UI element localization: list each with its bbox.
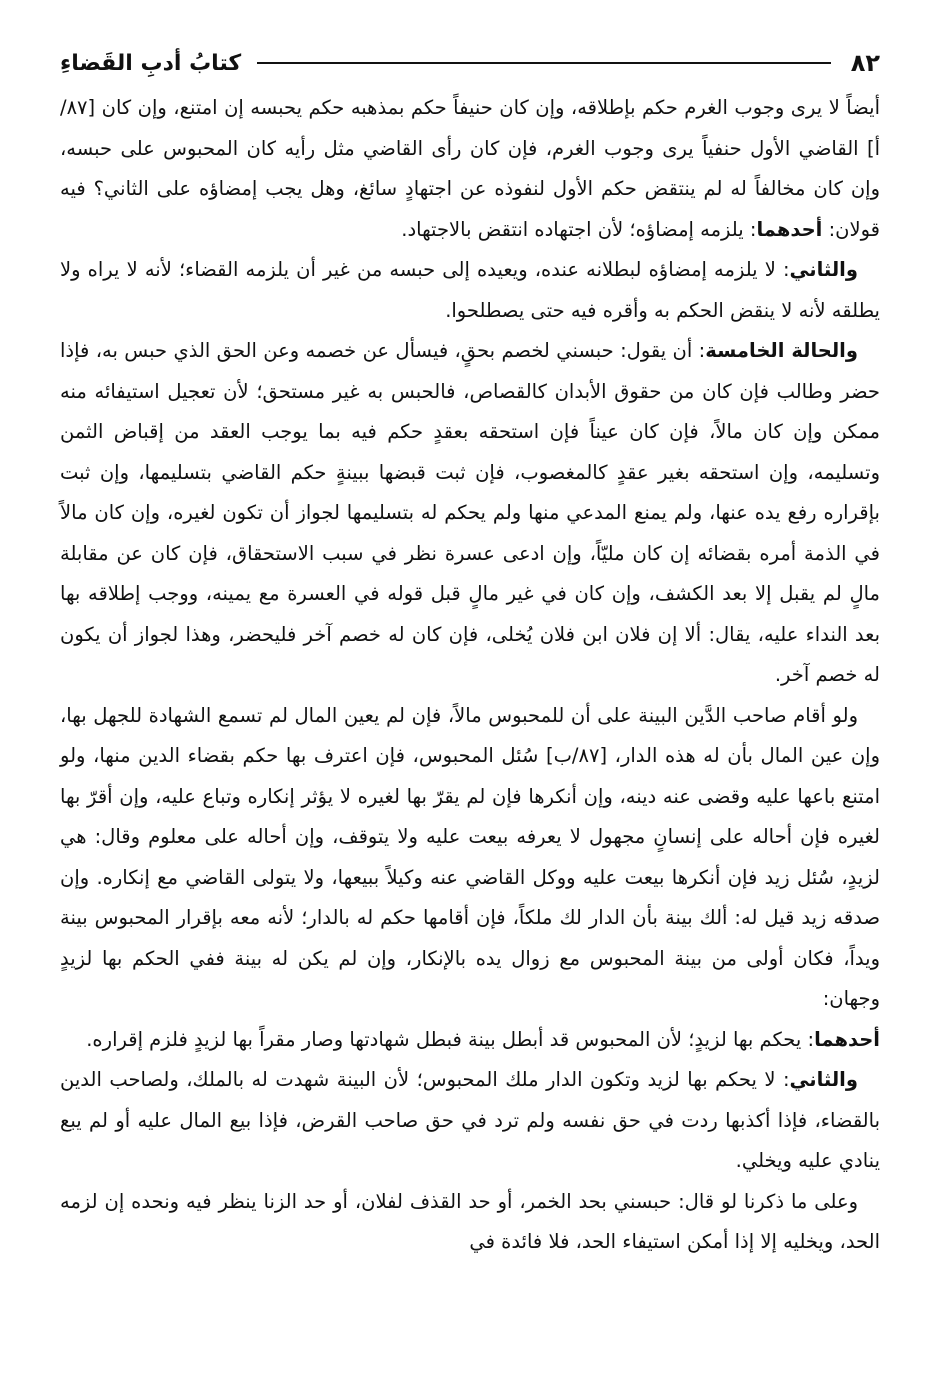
paragraph-lead: والحالة الخامسة	[705, 339, 858, 362]
paragraph-lead: والثاني	[789, 1068, 858, 1091]
body-text	[60, 88, 880, 1263]
paragraph-1	[60, 88, 880, 250]
running-header	[60, 38, 880, 88]
paragraph-7	[60, 1182, 880, 1263]
paragraph-2	[60, 250, 880, 331]
paragraph-text: أيضاً لا يرى وجوب الغرم حكم بإطلاقه، وإن كان حنيفاً حكم بمذهبه حكم يحبسه إن امتنع، وإن كان [٨٧/أ] القاضي الأول حنفياً يرى وجوب الغرم، فإن كان رأى القاضي مثل رأيه كان المحبوس على حبسه، وإن كان مخالفاً له لم ينتقض حكم الأول لنفوذه عن اجتهادٍ سائغ، وهل يجب إمضاؤه على الثاني؟ فيه قولان:	[60, 96, 880, 241]
paragraph-text: وعلى ما ذكرنا لو قال: حبسني بحد الخمر، أو حد القذف لفلان، أو حد الزنا ينظر فيه ونحده إن لزمه الحد، ويخليه إلا إذا أمكن استيفاء الحد، فلا فائدة في	[60, 1189, 880, 1253]
term-ahaduhuma: أحدهما	[756, 217, 823, 241]
paragraph-text-tail: : يلزمه إمضاؤه؛ لأن اجتهاده انتقض بالاجتهاد.	[401, 217, 757, 241]
paragraph-lead: والثاني	[789, 258, 858, 281]
book-title: كتابُ أدبِ القَضاءِ	[60, 50, 242, 76]
paragraph-text: ولو أقام صاحب الدَّين البينة على أن للمحبوس مالاً، فإن لم يعين المال لم تسمع الشهادة للجهل بها، وإن عين المال بأن له هذه الدار، [٨٧/ب] سُئل المحبوس، فإن اعترف بها حكم بقضاء الدين منها، ولو امتنع باعها عليه وقضى عنه دينه، وإن أنكرها فإن لم يقرّ بها لغيره لا يؤثر إنكاره وتباع عليه، وإن أقرّ بها لغيره فإن أحاله على إنسانٍ مجهول لا يعرفه بيعت عليه ولا يتوقف، وإن أحاله على معلوم وقال: هي لزيدٍ، سُئل زيد فإن أنكرها بيعت عليه ووكل القاضي عنه وكيلاً ببيعها، ولا يتولى القاضي مع إنكاره. وإن صدقه زيد قيل له: ألك بينة بأن الدار لك ملكاً، فإن أقامها حكم له بالدار؛ لأنه معه بإقرار المحبوس بينة ويداً، فكان أولى من بينة المحبوس مع زوال يده بالإنكار، وإن لم يكن له بينة ففي الحكم بها لزيدٍ وجهان:	[60, 703, 880, 1010]
header-rule	[257, 62, 830, 64]
page-number: ٨٢	[850, 49, 880, 77]
paragraph-5	[60, 1020, 880, 1061]
paragraph-text: : يحكم بها لزيدٍ؛ لأن المحبوس قد أبطل بينة فبطل شهادتها وصار مقراً بها لزيدٍ فلزم إقراره.	[86, 1027, 815, 1051]
paragraph-text: : لا يلزمه إمضاؤه لبطلانه عنده، ويعيده إلى حبسه من غير أن يلزمه القضاء؛ لأنه لا يراه ولا يطلقه لأنه لا ينقض الحكم به وأقره فيه حتى يصطلحوا.	[60, 258, 880, 322]
paragraph-3	[60, 331, 880, 696]
paragraph-4	[60, 696, 880, 1020]
paragraph-text: : أن يقول: حبسني لخصم بحقٍ، فيسأل عن خصمه وعن الحق الذي حبس به، فإذا حضر وطالب فإن كان من حقوق الأبدان كالقصاص، فالحبس به غير مستحق؛ لأن تعجيل استيفائه منه ممكن وإن كان مالاً، فإن كان عيناً فإن استحقه بعقدٍ حكم فيه بما يوجب العقد من إقباض الثمن وتسليمه، وإن استحقه بغير عقدٍ كالمغصوب، فإن ثبت قبضها ببينةٍ حكم القاضي بتسليمها، وإن ثبت بإقراره رفع يده عنها، ولم يمنع المدعي منها ولم يحكم له بتسليمها لجواز أن تكون لغيره، وإن كان مالاً في الذمة أمره بقضائه إن كان مليّاً، وإن ادعى عسرة نظر في سبب الاستحقاق، فإن كان عن مقابلة مالٍ لم يقبل إلا بعد الكشف، وإن كان في غير مالٍ قبل قوله في العسرة مع يمينه، ووجب إطلاقه بها بعد النداء عليه، يقال: ألا إن فلان ابن فلان يُخلى، فإن كان له خصم آخر فليحضر، وهذا لجواز أن يكون له خصم آخر.	[60, 339, 880, 686]
book-page	[60, 38, 880, 1263]
paragraph-lead: أحدهما	[814, 1027, 880, 1051]
paragraph-6	[60, 1060, 880, 1182]
paragraph-text: : لا يحكم بها لزيد وتكون الدار ملك المحبوس؛ لأن البينة شهدت له بالملك، ولصاحب الدين بالقضاء، فإذا أكذبها ردت في حق نفسه ولم ترد في حق صاحب القرض، فإذا بيع المال عليه أو لم يبع ينادي عليه ويخلي.	[60, 1068, 880, 1172]
